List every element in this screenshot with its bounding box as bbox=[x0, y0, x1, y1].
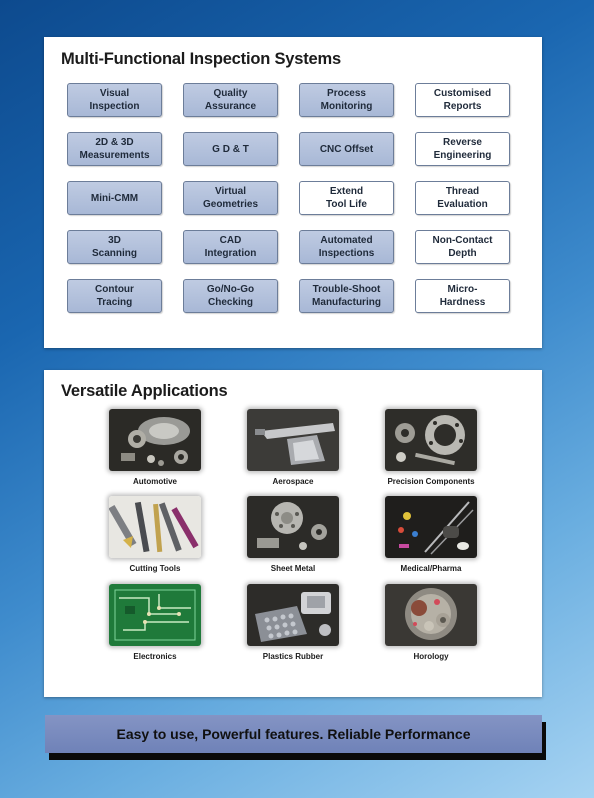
application-horology bbox=[362, 584, 500, 671]
feature-non-contact-depth: Non-Contact Depth bbox=[415, 230, 510, 264]
applications-title: Versatile Applications bbox=[61, 382, 228, 400]
application-automotive bbox=[86, 409, 224, 496]
feature-contour-tracing: Contour Tracing bbox=[67, 279, 162, 313]
application-electronics bbox=[86, 584, 224, 671]
feature-quality-assurance: Quality Assurance bbox=[183, 83, 278, 117]
feature-mini-cmm: Mini-CMM bbox=[67, 181, 162, 215]
feature-go-no-go-checking: Go/No-Go Checking bbox=[183, 279, 278, 313]
feature-process-monitoring: Process Monitoring bbox=[299, 83, 394, 117]
medical-pharma-photo bbox=[385, 496, 477, 558]
inspection-systems-title: Multi-Functional Inspection Systems bbox=[61, 50, 341, 68]
application-label: Automotive bbox=[133, 477, 177, 486]
inspection-feature-grid bbox=[67, 83, 511, 313]
application-label: Electronics bbox=[133, 651, 177, 661]
applications-grid bbox=[86, 409, 500, 671]
feature-2d-3d-measurements: 2D & 3D Measurements bbox=[67, 132, 162, 166]
feature-automated-inspections: Automated Inspections bbox=[299, 230, 394, 264]
aerospace-photo bbox=[247, 409, 339, 471]
application-label: Cutting Tools bbox=[129, 564, 181, 574]
feature-3d-scanning: 3D Scanning bbox=[67, 230, 162, 264]
feature-cad-integration: CAD Integration bbox=[183, 230, 278, 264]
applications-panel bbox=[44, 370, 542, 697]
application-label: Plastics Rubber bbox=[262, 651, 324, 661]
feature-trouble-shoot-manufacturing: Trouble-Shoot Manufacturing bbox=[299, 279, 394, 313]
electronics-photo bbox=[109, 584, 201, 646]
sheet-metal-photo bbox=[247, 496, 339, 558]
plastics-rubber-photo bbox=[247, 584, 339, 646]
feature-reverse-engineering: Reverse Engineering bbox=[415, 132, 510, 166]
application-label: Horology bbox=[413, 651, 449, 661]
automotive-photo bbox=[109, 409, 201, 471]
feature-gdt: G D & T bbox=[183, 132, 278, 166]
horology-photo bbox=[385, 584, 477, 646]
application-aerospace bbox=[224, 409, 362, 496]
application-medical-pharma bbox=[362, 496, 500, 583]
application-label: Aerospace bbox=[272, 477, 314, 486]
feature-visual-inspection: Visual Inspection bbox=[67, 83, 162, 117]
inspection-systems-panel bbox=[44, 37, 542, 348]
feature-cnc-offset: CNC Offset bbox=[299, 132, 394, 166]
application-plastics-rubber bbox=[224, 584, 362, 671]
feature-virtual-geometries: Virtual Geometries bbox=[183, 181, 278, 215]
application-cutting-tools bbox=[86, 496, 224, 583]
application-sheet-metal bbox=[224, 496, 362, 583]
tagline-banner: Easy to use, Powerful features. Reliable Performance bbox=[45, 715, 542, 753]
precision-components-photo bbox=[385, 409, 477, 471]
application-label: Sheet Metal bbox=[270, 564, 316, 574]
application-precision-components bbox=[362, 409, 500, 496]
feature-micro-hardness: Micro- Hardness bbox=[415, 279, 510, 313]
feature-thread-evaluation: Thread Evaluation bbox=[415, 181, 510, 215]
feature-extend-tool-life: Extend Tool Life bbox=[299, 181, 394, 215]
feature-customised-reports: Customised Reports bbox=[415, 83, 510, 117]
application-label: Precision Components bbox=[387, 477, 475, 486]
application-label: Medical/Pharma bbox=[400, 564, 462, 574]
cutting-tools-photo bbox=[109, 496, 201, 558]
